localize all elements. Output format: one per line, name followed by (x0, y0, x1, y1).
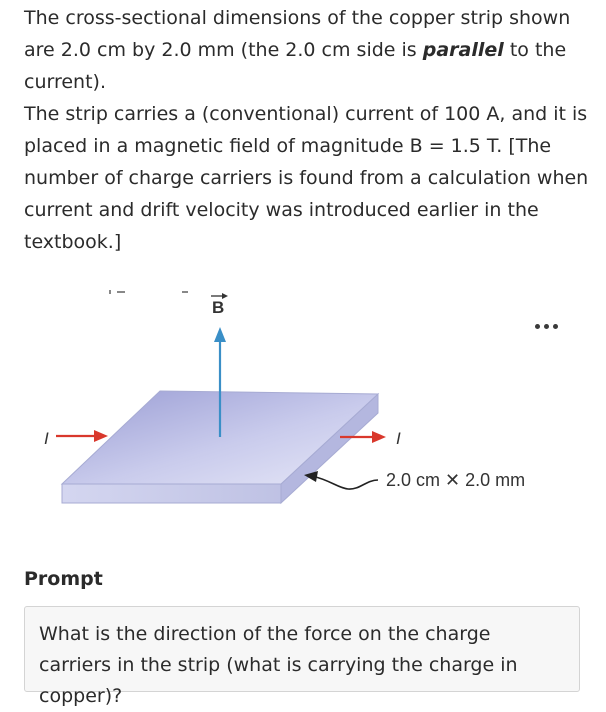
dimension-label: 2.0 cm ✕ 2.0 mm (386, 470, 526, 490)
dot (535, 324, 540, 329)
question-text-before: The cross-sectional dimensions of the copper strip shown are 2.0 cm by 2.0 mm (the 2.0 cm side is (24, 7, 571, 61)
prompt-heading: Prompt (24, 568, 103, 590)
prompt-box: What is the direction of the force on the charge carriers in the strip (what is carrying the charge in copper)? (24, 606, 580, 692)
question-paragraph-2: The strip carries a (conventional) current of 100 A, and it is placed in a magnetic field of magnitude B = 1.5 T. [The number of charge carriers is found from a calculation when current and drift velocity was introduced earlier in the textbook.] (24, 103, 589, 253)
more-options-icon[interactable] (528, 316, 564, 336)
current-label-left: I (44, 429, 49, 448)
dot (544, 324, 549, 329)
dimension-pointer (304, 471, 378, 489)
parallel-emphasis: parallel (422, 39, 504, 61)
question-text-after: to the current). (24, 39, 567, 93)
b-field-label: B (212, 298, 225, 317)
faint-marks (110, 290, 188, 294)
copper-strip-figure (0, 270, 606, 560)
dot (553, 324, 558, 329)
question-paragraph-1 (24, 2, 594, 98)
current-label-right: I (396, 429, 401, 448)
strip-front-face (62, 484, 281, 503)
current-arrow-left (56, 430, 108, 442)
